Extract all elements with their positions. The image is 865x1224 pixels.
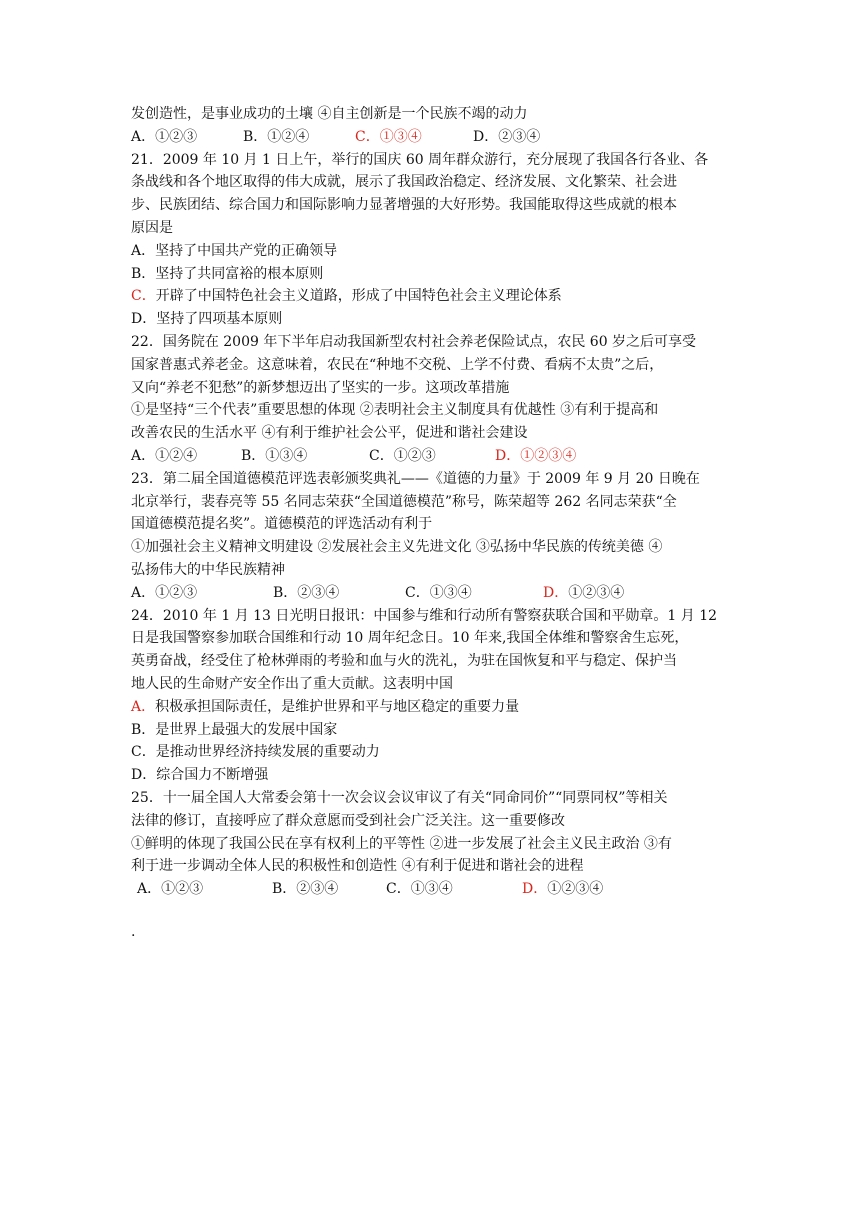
q21-option-d: D．坚持了四项基本原则 bbox=[131, 311, 283, 328]
q21-option-c-letter: C． bbox=[131, 288, 156, 305]
q22-stem-line: 改善农民的生活水平 ④有利于维护社会公平，促进和谐社会建设 bbox=[131, 425, 528, 442]
q22-stem-line: 国家普惠式养老金。这意味着，农民在“种地不交税、上学不付费、看病不太贵”之后， bbox=[131, 356, 664, 373]
q23-option-d-answer: D．①②③④ bbox=[543, 584, 625, 601]
q22-stem-line: 又向“养老不犯愁”的新梦想迈出了坚实的一步。这项改革措施 bbox=[131, 379, 510, 396]
q22-stem-line: ①是坚持“三个代表”重要思想的体现 ②表明社会主义制度具有优越性 ③有利于提高和 bbox=[131, 402, 659, 419]
q23-option-c: C．①③④ bbox=[405, 584, 472, 601]
q23-stem-line: 弘扬伟大的中华民族精神 bbox=[131, 561, 285, 578]
q23-stem-line: 国道德模范提名奖”。道德模范的评选活动有利于 bbox=[131, 516, 433, 533]
q20-option-c-answer: C．①③④ bbox=[355, 128, 422, 145]
q22-option-c: C．①②③ bbox=[369, 447, 436, 464]
q20-options bbox=[131, 126, 741, 149]
q21-stem-line: 条战线和各个地区取得的伟大成就，展示了我国政治稳定、经济发展、文化繁荣、社会进 bbox=[131, 174, 677, 191]
q25-stem-line: ①鲜明的体现了我国公民在享有权利上的平等性 ②进一步发展了社会主义民主政治 ③有 bbox=[131, 835, 672, 852]
q25-option-b: B．②③④ bbox=[272, 881, 339, 898]
q24-stem-line: 英勇奋战，经受住了枪林弹雨的考验和血与火的洗礼，为驻在国恢复和平与稳定、保护当 bbox=[131, 653, 677, 670]
q20-option-b: B．①②④ bbox=[243, 128, 310, 145]
q21-option-c-answer: C．开辟了中国特色社会主义道路，形成了中国特色社会主义理论体系 bbox=[131, 288, 562, 305]
q23-option-b: B．②③④ bbox=[273, 584, 340, 601]
q20-tail: 发创造性，是事业成功的土壤 ④自主创新是一个民族不竭的动力 bbox=[131, 106, 528, 122]
q21-option-b: B．坚持了共同富裕的根本原则 bbox=[131, 265, 324, 282]
trailing-period: . bbox=[131, 923, 136, 940]
q22-stem-line: 22．国务院在 2009 年下半年启动我国新型农村社会养老保险试点，农民 60 岁之后可享受 bbox=[131, 333, 697, 350]
q23-options bbox=[131, 582, 741, 605]
q20-option-a: A．①②③ bbox=[131, 128, 198, 145]
q23-option-a: A．①②③ bbox=[131, 584, 198, 601]
q24-option-b: B．是世界上最强大的发展中国家 bbox=[131, 721, 338, 738]
q22-option-b: B．①③④ bbox=[241, 447, 308, 464]
q23-stem-line: 23．第二届全国道德模范评选表彰颁奖典礼——《道德的力量》于 2009 年 9 月 20 日晚在 bbox=[131, 470, 700, 487]
q24-stem-line: 地人民的生命财产安全作出了重大贡献。这表明中国 bbox=[131, 675, 453, 692]
q25-stem-line: 法律的修订，直接呼应了群众意愿而受到社会广泛关注。这一重要修改 bbox=[131, 812, 565, 829]
q22-options bbox=[131, 445, 741, 468]
q23-stem-line: 北京举行，裴春亮等 55 名同志荣获“全国道德模范”称号，陈荣超等 262 名同志荣获“全 bbox=[131, 493, 677, 510]
q21-stem-line: 21．2009 年 10 月 1 日上午，举行的国庆 60 周年群众游行，充分展现了我国各行各业、各 bbox=[131, 151, 709, 168]
q24-option-d: D．综合国力不断增强 bbox=[131, 767, 269, 784]
q25-options bbox=[131, 878, 741, 901]
q25-stem-line: 25．十一届全国人大常委会第十一次会议会议审议了有关“同命同价”“同票同权”等相关 bbox=[131, 789, 668, 806]
document-page bbox=[131, 103, 741, 944]
q24-stem-line: 日是我国警察参加联合国维和行动 10 周年纪念日。10 年来,我国全体维和警察舍生忘死， bbox=[131, 630, 689, 647]
q21-stem-line: 步、民族团结、综合国力和国际影响力显著增强的大好形势。我国能取得这些成就的根本 bbox=[131, 197, 677, 214]
q21-option-a: A．坚持了中国共产党的正确领导 bbox=[131, 242, 338, 259]
q25-option-a: A．①②③ bbox=[137, 881, 204, 898]
q24-stem-line: 24．2010 年 1 月 13 日光明日报讯：中国参与维和行动所有警察获联合国和平勋章。1 月 12 bbox=[131, 607, 718, 624]
q24-option-a-letter: A． bbox=[131, 698, 156, 715]
q24-option-a-answer: A．积极承担国际责任，是维护世界和平与地区稳定的重要力量 bbox=[131, 698, 520, 715]
q23-stem-line: ①加强社会主义精神文明建设 ②发展社会主义先进文化 ③弘扬中华民族的传统美德 ④ bbox=[131, 539, 663, 556]
q25-stem-line: 利于进一步调动全体人民的积极性和创造性 ④有利于促进和谐社会的进程 bbox=[131, 858, 584, 875]
q25-option-d-answer: D．①②③④ bbox=[522, 881, 604, 898]
q22-option-d-answer: D．①②③④ bbox=[495, 447, 577, 464]
q25-option-c: C．①③④ bbox=[386, 881, 453, 898]
q24-option-c: C．是推动世界经济持续发展的重要动力 bbox=[131, 744, 380, 761]
q22-option-a: A．①②④ bbox=[131, 447, 198, 464]
q20-option-d: D．②③④ bbox=[473, 128, 541, 145]
q21-stem-line: 原因是 bbox=[131, 219, 173, 236]
